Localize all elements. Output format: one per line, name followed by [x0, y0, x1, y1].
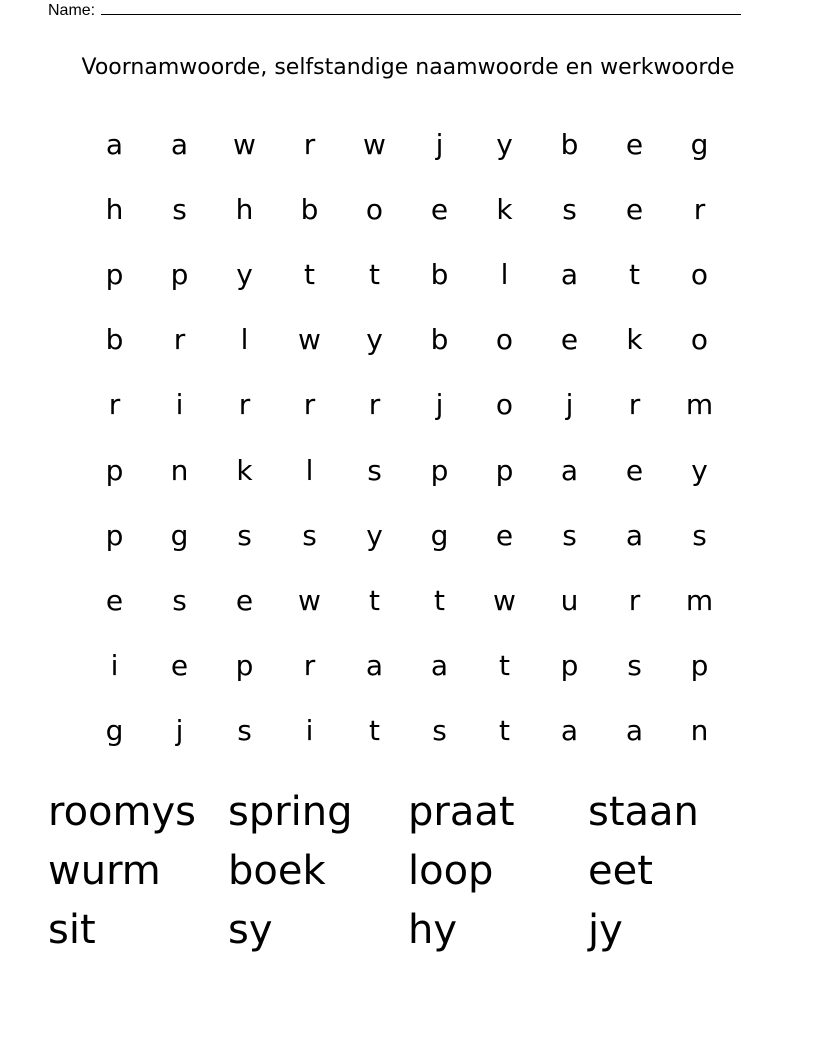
- grid-letter[interactable]: h: [105, 192, 124, 226]
- grid-letter[interactable]: l: [305, 453, 314, 487]
- grid-row: [82, 503, 732, 568]
- grid-letter[interactable]: s: [172, 192, 187, 226]
- grid-letter[interactable]: n: [690, 714, 709, 748]
- grid-letter[interactable]: e: [625, 453, 644, 487]
- grid-letter[interactable]: g: [690, 127, 709, 161]
- word-list-item: sy: [228, 906, 273, 953]
- grid-letter[interactable]: p: [105, 453, 124, 487]
- grid-letter[interactable]: e: [495, 518, 514, 552]
- word-list-item: praat: [408, 788, 515, 835]
- grid-letter[interactable]: s: [562, 518, 577, 552]
- grid-letter[interactable]: y: [691, 453, 708, 487]
- grid-letter[interactable]: a: [625, 714, 644, 748]
- word-list-row: [48, 782, 768, 841]
- grid-letter[interactable]: g: [105, 714, 124, 748]
- grid-letter[interactable]: k: [496, 192, 513, 226]
- grid-letter[interactable]: a: [560, 453, 579, 487]
- grid-letter[interactable]: i: [305, 714, 314, 748]
- grid-letter[interactable]: o: [690, 323, 709, 357]
- grid-letter[interactable]: w: [298, 583, 321, 617]
- word-list-item: roomys: [48, 788, 196, 835]
- grid-letter[interactable]: y: [496, 127, 513, 161]
- grid-letter[interactable]: s: [237, 518, 252, 552]
- grid-letter[interactable]: w: [363, 127, 386, 161]
- grid-letter[interactable]: a: [560, 257, 579, 291]
- word-list-item: sit: [48, 906, 96, 953]
- grid-letter[interactable]: s: [237, 714, 252, 748]
- grid-letter[interactable]: s: [562, 192, 577, 226]
- grid-letter[interactable]: b: [560, 127, 579, 161]
- grid-letter[interactable]: e: [625, 127, 644, 161]
- word-list-item: jy: [588, 906, 623, 953]
- grid-letter[interactable]: e: [625, 192, 644, 226]
- word-list-item: boek: [228, 847, 326, 894]
- grid-letter[interactable]: j: [435, 388, 444, 422]
- grid-letter[interactable]: t: [629, 257, 640, 291]
- grid-letter[interactable]: r: [303, 388, 316, 422]
- grid-letter[interactable]: s: [627, 649, 642, 683]
- name-field[interactable]: [48, 0, 748, 20]
- grid-letter[interactable]: y: [366, 518, 383, 552]
- grid-row: [82, 699, 732, 764]
- grid-letter[interactable]: w: [493, 583, 516, 617]
- grid-letter[interactable]: m: [685, 388, 714, 422]
- grid-letter[interactable]: b: [430, 257, 449, 291]
- name-blank-line[interactable]: [101, 0, 741, 15]
- grid-letter[interactable]: w: [298, 323, 321, 357]
- grid-row: [82, 112, 732, 177]
- grid-letter[interactable]: u: [560, 583, 579, 617]
- grid-letter[interactable]: e: [170, 649, 189, 683]
- grid-letter[interactable]: a: [430, 649, 449, 683]
- word-list: [48, 782, 768, 959]
- grid-letter[interactable]: e: [560, 323, 579, 357]
- grid-letter[interactable]: l: [500, 257, 509, 291]
- grid-letter[interactable]: s: [172, 583, 187, 617]
- grid-letter[interactable]: a: [625, 518, 644, 552]
- grid-letter[interactable]: t: [499, 649, 510, 683]
- grid-letter[interactable]: y: [236, 257, 253, 291]
- grid-letter[interactable]: k: [626, 323, 643, 357]
- grid-letter[interactable]: b: [300, 192, 319, 226]
- grid-letter[interactable]: p: [105, 257, 124, 291]
- grid-letter[interactable]: r: [108, 388, 121, 422]
- grid-letter[interactable]: t: [369, 583, 380, 617]
- grid-letter[interactable]: j: [175, 714, 184, 748]
- grid-letter[interactable]: a: [365, 649, 384, 683]
- grid-letter[interactable]: r: [693, 192, 706, 226]
- grid-letter[interactable]: g: [170, 518, 189, 552]
- grid-letter[interactable]: h: [235, 192, 254, 226]
- word-list-row: [48, 841, 768, 900]
- grid-letter[interactable]: p: [495, 453, 514, 487]
- word-list-item: loop: [408, 847, 494, 894]
- grid-letter[interactable]: r: [628, 388, 641, 422]
- grid-row: [82, 634, 732, 699]
- grid-letter[interactable]: i: [110, 649, 119, 683]
- grid-letter[interactable]: e: [105, 583, 124, 617]
- grid-letter[interactable]: t: [434, 583, 445, 617]
- grid-letter[interactable]: j: [565, 388, 574, 422]
- grid-letter[interactable]: e: [430, 192, 449, 226]
- grid-row: [82, 177, 732, 242]
- grid-letter[interactable]: r: [303, 127, 316, 161]
- word-list-item: hy: [408, 906, 458, 953]
- grid-letter[interactable]: r: [368, 388, 381, 422]
- grid-letter[interactable]: r: [628, 583, 641, 617]
- grid-letter[interactable]: r: [173, 323, 186, 357]
- grid-letter[interactable]: s: [432, 714, 447, 748]
- grid-letter[interactable]: t: [304, 257, 315, 291]
- grid-letter[interactable]: p: [690, 649, 709, 683]
- grid-row: [82, 438, 732, 503]
- grid-letter[interactable]: o: [495, 388, 514, 422]
- grid-letter[interactable]: b: [430, 323, 449, 357]
- word-list-item: staan: [588, 788, 699, 835]
- word-list-item: spring: [228, 788, 353, 835]
- grid-letter[interactable]: t: [369, 257, 380, 291]
- word-list-row: [48, 900, 768, 959]
- grid-letter[interactable]: p: [170, 257, 189, 291]
- grid-letter[interactable]: l: [240, 323, 249, 357]
- grid-letter[interactable]: a: [170, 127, 189, 161]
- name-label: Name:: [48, 2, 96, 19]
- grid-row: [82, 373, 732, 438]
- grid-letter[interactable]: p: [105, 518, 124, 552]
- grid-letter[interactable]: k: [236, 453, 253, 487]
- grid-letter[interactable]: b: [105, 323, 124, 357]
- grid-letter[interactable]: p: [235, 649, 254, 683]
- grid-letter[interactable]: r: [238, 388, 251, 422]
- grid-letter[interactable]: t: [369, 714, 380, 748]
- grid-letter[interactable]: y: [366, 323, 383, 357]
- grid-letter[interactable]: w: [233, 127, 256, 161]
- grid-letter[interactable]: s: [302, 518, 317, 552]
- grid-row: [82, 308, 732, 373]
- grid-letter[interactable]: o: [495, 323, 514, 357]
- word-list-item: eet: [588, 847, 653, 894]
- word-search-grid: [82, 112, 732, 764]
- grid-letter[interactable]: a: [560, 714, 579, 748]
- grid-row: [82, 242, 732, 307]
- grid-letter[interactable]: e: [235, 583, 254, 617]
- grid-letter[interactable]: o: [365, 192, 384, 226]
- grid-letter[interactable]: p: [560, 649, 579, 683]
- grid-letter[interactable]: p: [430, 453, 449, 487]
- word-list-item: wurm: [48, 847, 161, 894]
- grid-letter[interactable]: s: [692, 518, 707, 552]
- grid-row: [82, 568, 732, 633]
- grid-letter[interactable]: s: [367, 453, 382, 487]
- grid-letter[interactable]: a: [105, 127, 124, 161]
- grid-letter[interactable]: i: [175, 388, 184, 422]
- grid-letter[interactable]: n: [170, 453, 189, 487]
- grid-letter[interactable]: o: [690, 257, 709, 291]
- grid-letter[interactable]: g: [430, 518, 449, 552]
- grid-letter[interactable]: m: [685, 583, 714, 617]
- grid-letter[interactable]: t: [499, 714, 510, 748]
- grid-letter[interactable]: j: [435, 127, 444, 161]
- grid-letter[interactable]: r: [303, 649, 316, 683]
- worksheet-title: Voornamwoorde, selfstandige naamwoorde en werkwoorde: [81, 55, 735, 80]
